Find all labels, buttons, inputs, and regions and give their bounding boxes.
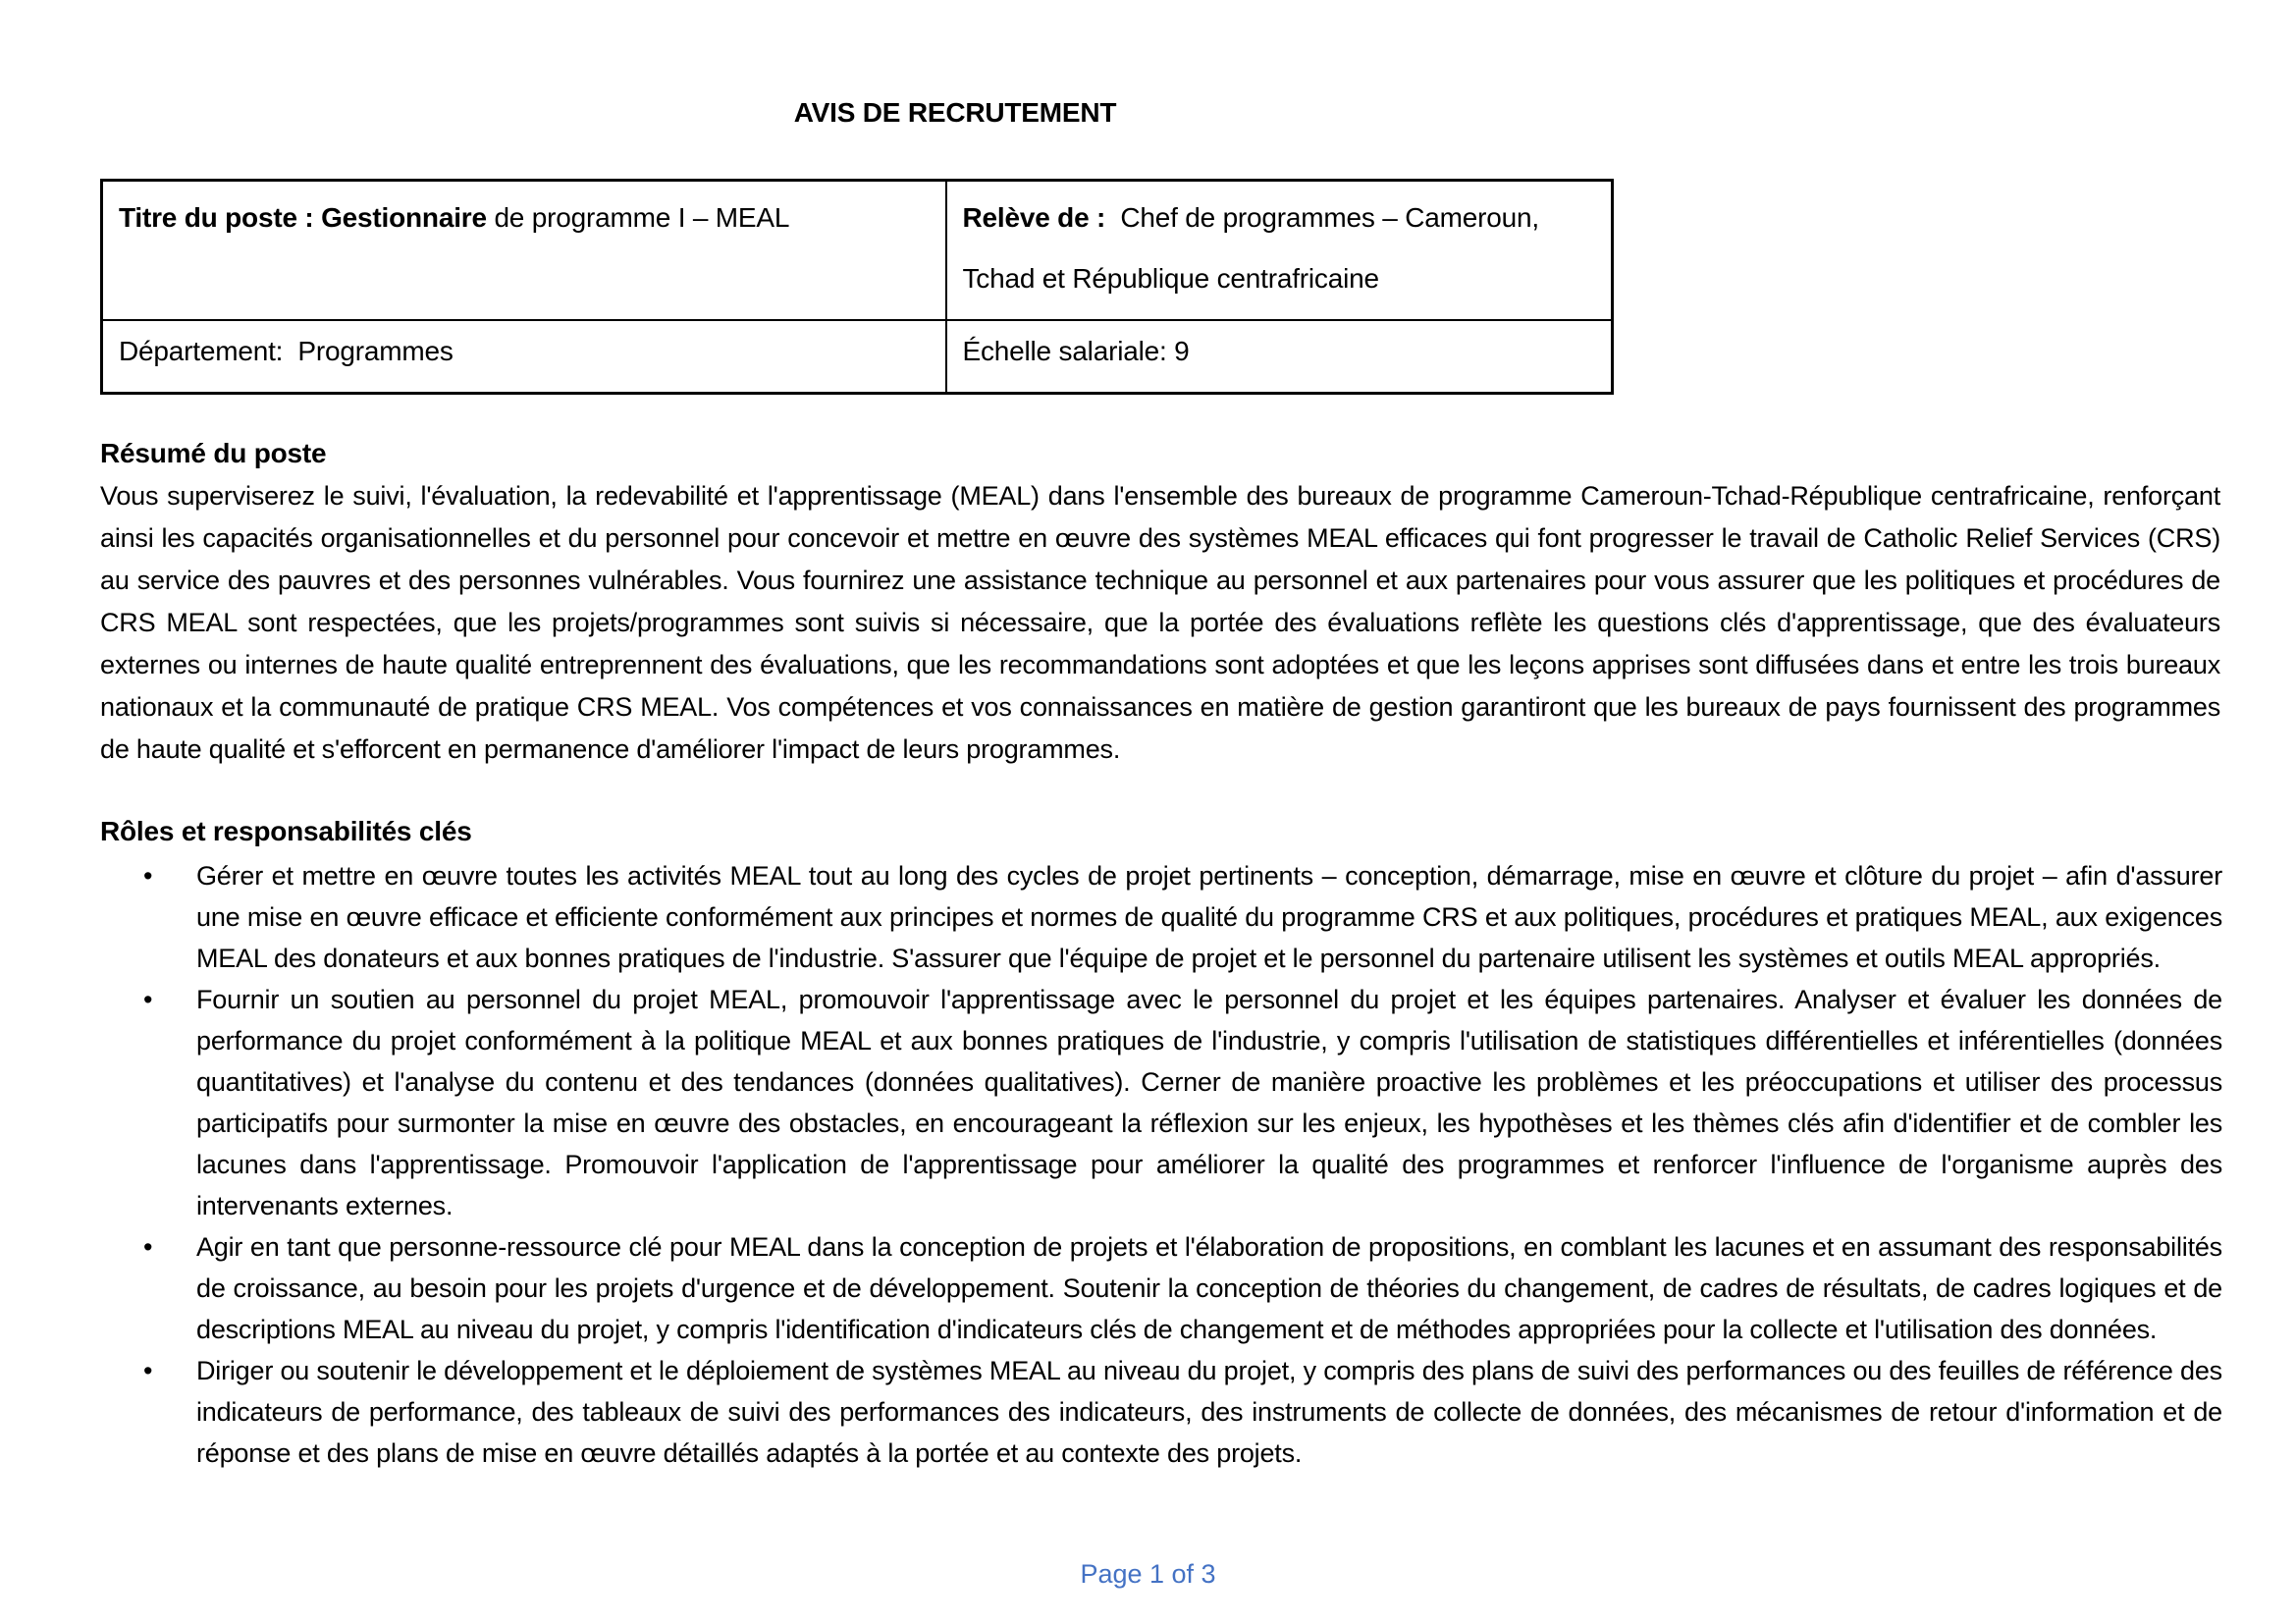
list-item-text: Fournir un soutien au personnel du projet MEAL, promouvoir l'apprentissage avec le personnel du projet et les équipes partenaires. Analyser et évaluer les données de performance du projet conformément à la politique MEAL et aux bonnes pratiques de l'industrie, y compris l'utilisation de statistiques différentielles et inférentielles (données quantitatives) et l'analyse du contenu et des tendances (données qualitatives). Cerner de manière proactive les problèmes et les préoccupations et utiliser des processus participatifs pour surmonter la mise en œuvre des obstacles, en encourageant la réflexion sur les enjeux, les hypothèses et les thèmes clés afin d'identifier et de combler les lacunes dans l'apprentissage. Promouvoir l'application de l'apprentissage pour améliorer la qualité des programmes et renforcer l'influence de l'organisme auprès des intervenants externes. (196, 985, 2222, 1220)
job-title-cell (102, 181, 946, 321)
list-item-text: Agir en tant que personne-ressource clé pour MEAL dans la conception de projets et l'élaboration de propositions, en comblant les lacunes et en assumant des responsabilités de croissance, au besoin pour les projets d'urgence et de développement. Soutenir la conception de théories du changement, de cadres de résultats, de cadres logiques et de descriptions MEAL au niveau du projet, y compris l'identification d'indicateurs clés de changement et de méthodes appropriées pour la collecte et l'utilisation des données. (196, 1232, 2222, 1344)
list-item-text: Diriger ou soutenir le développement et le déploiement de systèmes MEAL au niveau du projet, y compris des plans de suivi des performances ou des feuilles de référence des indicateurs de performance, des tableaux de suivi des performances des indicateurs, des instruments de collecte de données, des mécanismes de retour d'information et de réponse et des plans de mise en œuvre détaillés adaptés à la portée et au contexte des projets. (196, 1356, 2222, 1468)
reports-to-label: Relève de : (962, 202, 1106, 233)
bullet-icon: • (143, 1356, 153, 1385)
roles-list (100, 855, 2222, 1474)
table-row (102, 320, 1613, 394)
list-item (100, 979, 2222, 1226)
job-title-value: de programme I – MEAL (486, 202, 790, 233)
list-item (100, 1350, 2222, 1474)
page-title: AVIS DE RECRUTEMENT (793, 97, 1117, 128)
reports-to-value: Chef de programmes – Cameroun, Tchad et République centrafricaine (962, 202, 1539, 294)
list-item (100, 1226, 2222, 1350)
job-title-label: Titre du poste : Gestionnaire (119, 202, 487, 233)
department-cell: Département: Programmes (102, 320, 946, 394)
bullet-icon: • (143, 861, 153, 891)
bullet-icon: • (143, 985, 153, 1014)
job-info-table (100, 179, 1614, 395)
summary-heading: Résumé du poste (100, 438, 327, 468)
list-item-text: Gérer et mettre en œuvre toutes les activités MEAL tout au long des cycles de projet pertinents – conception, démarrage, mise en œuvre et clôture du projet – afin d'assurer une mise en œuvre efficace et efficiente conformément aux principes et normes de qualité du programme CRS et aux politiques, procédures et pratiques MEAL, aux exigences MEAL des donateurs et aux bonnes pratiques de l'industrie. S'assurer que l'équipe de projet et le personnel du partenaire utilisent les systèmes et outils MEAL appropriés. (196, 861, 2222, 973)
salary-scale-cell: Échelle salariale: 9 (946, 320, 1613, 394)
reports-to-cell (946, 181, 1613, 321)
list-item (100, 855, 2222, 979)
table-row (102, 181, 1613, 321)
summary-paragraph: Vous superviserez le suivi, l'évaluation, la redevabilité et l'apprentissage (MEAL) dans l'ensemble des bureaux de programme Cameroun-Tchad-République centrafricaine, renforçant ainsi les capacités organisationnelles et du personnel pour concevoir et mettre en œuvre des systèmes MEAL efficaces qui font progresser le travail de Catholic Relief Services (CRS) au service des pauvres et des personnes vulnérables. Vous fournirez une assistance technique au personnel et aux partenaires pour vous assurer que les politiques et procédures de CRS MEAL sont respectées, que les projets/programmes sont suivis si nécessaire, que la portée des évaluations reflète les questions clés d'apprentissage, que des évaluateurs externes ou internes de haute qualité entreprennent des évaluations, que les recommandations sont adoptées et que les leçons apprises sont diffusées dans et entre les trois bureaux nationaux et la communauté de pratique CRS MEAL. Vos compétences et vos connaissances en matière de gestion garantiront que les bureaux de pays fournissent des programmes de haute qualité et s'efforcent en permanence d'améliorer l'impact de leurs programmes. (100, 481, 2220, 764)
bullet-icon: • (143, 1232, 153, 1262)
roles-heading: Rôles et responsabilités clés (100, 816, 472, 846)
page-number: Page 1 of 3 (1080, 1559, 1216, 1589)
